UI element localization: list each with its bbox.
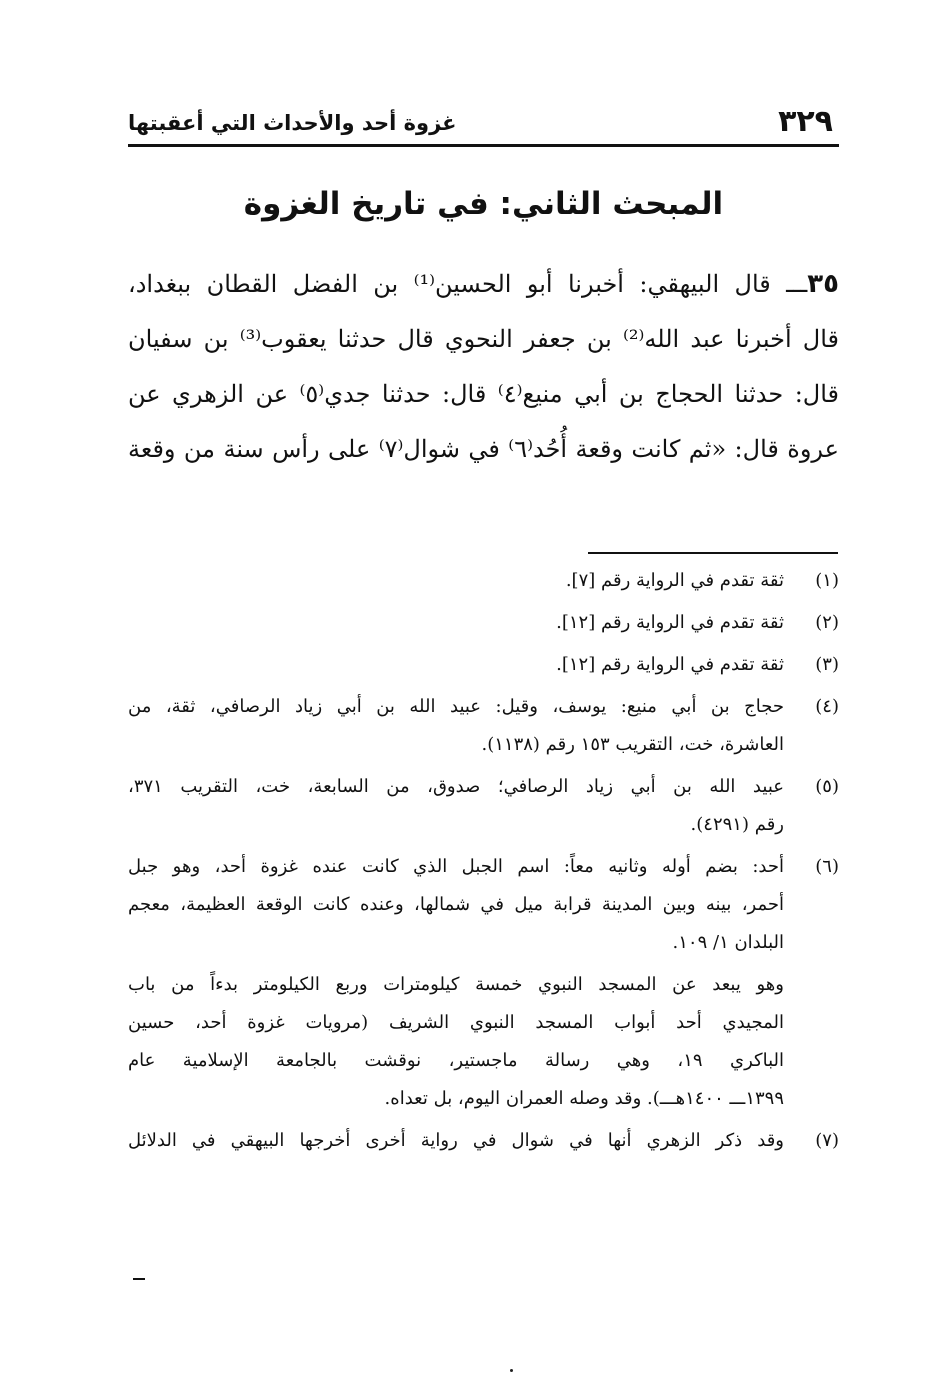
section-title: المبحث الثاني: في تاريخ الغزوة — [243, 186, 724, 222]
footnote-3 — [128, 646, 839, 684]
footnote-4 — [128, 688, 839, 764]
page-header — [128, 100, 839, 147]
footnote-line: ثقة تقدم في الرواية رقم [٧]. — [565, 570, 784, 591]
footnote-number: (٦) — [815, 856, 839, 877]
footnote-line: البلدان ١/ ١٠٩. — [672, 932, 784, 953]
main-line-4: عروة قال: «ثم كانت وقعة أُحُد⁽٦⁾ في شوال⁽٧⁾ على رأس سنة من وقعة — [128, 435, 839, 463]
footnote-number: (١) — [815, 570, 839, 591]
footnote-1 — [128, 562, 839, 600]
page-dot — [510, 1369, 513, 1372]
footnote-number: (٧) — [815, 1130, 839, 1151]
main-line-1-text: ـــ قال البيهقي: أخبرنا أبو الحسين⁽¹⁾ بن الفضل القطان ببغداد، — [128, 270, 808, 298]
footnote-line: حجاج بن أبي منيع: يوسف، وقيل: عبيد الله بن أبي زياد الرصافي، ثقة، من — [128, 696, 784, 717]
footnote-line: ١٣٩٩ـــ ١٤٠٠هـــ). وقد وصله العمران اليوم، بل تعداه. — [384, 1088, 784, 1109]
footnote-line: عبيد الله بن أبي زياد الرصافي؛ صدوق، من السابعة، خت، التقريب ٣٧١، — [128, 776, 784, 797]
footnote-line: المجيدي أحد أبواب المسجد النبوي الشريف (مرويات غزوة أحد، حسين — [128, 1012, 784, 1033]
footnote-line: أحمر، بينه وبين المدينة قرابة ميل في شمالها، وعنده كانت الوقعة العظيمة، معجم — [128, 894, 784, 915]
footnote-separator — [588, 552, 838, 554]
continuation-mark — [133, 1278, 145, 1280]
footnote-line: أحد: بضم أوله وثانيه معاً: اسم الجبل الذي كانت عنده غزوة أحد، وهو جبل — [128, 856, 784, 877]
main-line-1 — [128, 257, 839, 312]
footnote-line: ثقة تقدم في الرواية رقم [١٢]. — [556, 654, 784, 675]
main-text — [128, 257, 839, 477]
page-number: ٣٢٩ — [778, 104, 833, 139]
footnote-5 — [128, 768, 839, 844]
footnote-number: (٥) — [815, 776, 839, 797]
hadith-number: ٣٥ — [807, 269, 839, 299]
footnote-line: وهو يبعد عن المسجد النبوي خمسة كيلومترات وربع الكيلومتر بدءاً من باب — [128, 974, 784, 995]
footnote-line: رقم (٤٢٩١). — [690, 814, 784, 835]
footnotes — [128, 562, 839, 1160]
main-line-3: قال: حدثنا الحجاج بن أبي منيع⁽٤⁾ قال: حدثنا جدي⁽٥⁾ عن الزهري عن — [128, 380, 840, 408]
footnote-number: (٤) — [815, 696, 839, 717]
footnote-number: (٢) — [815, 612, 839, 633]
footnote-6-continuation — [128, 966, 839, 1118]
footnote-line: ثقة تقدم في الرواية رقم [١٢]. — [556, 612, 784, 633]
footnote-line: وقد ذكر الزهري أنها في شوال في رواية أخرى أخرجها البيهقي في الدلائل — [128, 1130, 784, 1151]
footnote-2 — [128, 604, 839, 642]
footnote-number: (٣) — [815, 654, 839, 675]
running-title: غزوة أحد والأحداث التي أعقبتها — [128, 111, 457, 135]
footnote-line: الباكري ١٩، وهي رسالة ماجستير، نوقشت بالجامعة الإسلامية عام — [128, 1050, 784, 1071]
footnote-7 — [128, 1122, 839, 1160]
main-line-2: قال أخبرنا عبد الله⁽²⁾ بن جعفر النحوي قال حدثنا يعقوب⁽³⁾ بن سفيان — [128, 325, 840, 353]
footnote-6 — [128, 848, 839, 962]
footnote-line: العاشرة، خت، التقريب ١٥٣ رقم (١١٣٨). — [481, 734, 784, 755]
